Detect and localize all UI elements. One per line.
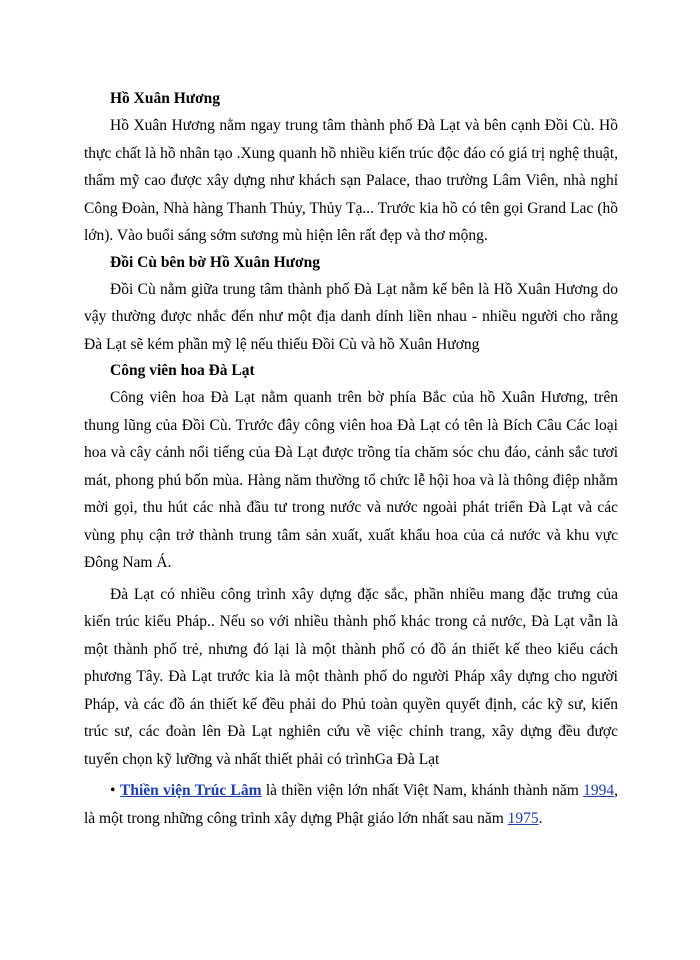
section-body-ho-xuan-huong: Hồ Xuân Hương nằm ngay trung tâm thành phố Đà Lạt và bên cạnh Đồi Cù. Hồ thực chất là hồ nhân tạo .Xung quanh hồ nhiều kiến trúc độc đáo có giá trị nghệ thuật, thẩm mỹ cao được xây dựng như khách sạn Palace, thao trường Lâm Viên, nhà nghỉ Công Đoàn, Nhà hàng Thanh Thủy, Thủy Tạ... Trước kia hồ có tên gọi Grand Lac (hồ lớn). Vào buổi sáng sớm sương mù hiện lên rất đẹp và thơ mộng. xyxy=(84,117,618,244)
bullet-item-truc-lam xyxy=(84,777,618,832)
section-heading-ho-xuan-huong: Hồ Xuân Hương xyxy=(110,90,221,107)
bullet-symbol: • xyxy=(110,782,116,799)
year-1994-link[interactable]: 1994 xyxy=(583,782,615,799)
truc-lam-link[interactable]: Thiền viện Trúc Lâm xyxy=(120,782,262,799)
year-1975-link[interactable]: 1975 xyxy=(507,809,539,827)
section-heading-doi-cu: Đồi Cù bên bờ Hồ Xuân Hương xyxy=(110,253,320,271)
document-page xyxy=(84,86,618,832)
bullet-text-1: là thiền viện lớn nhất Việt Nam, khánh thành năm xyxy=(261,782,584,799)
architecture-paragraph: Đà Lạt có nhiều công trình xây dựng đặc sắc, phần nhiều mang đặc trưng của kiến trúc kiểu Pháp.. Nếu so với nhiều thành phố khác trong cả nước, Đà Lạt vẫn là một thành phố trẻ, nhưng đó lại là một thành phố có đồ án thiết kế theo kiểu cách phương Tây. Đà Lạt trước kia là một thành phố do người Pháp xây dựng cho người Pháp, và các đồ án thiết kế đều phải do Phủ toàn quyền quyết định, các kỹ sư, kiến trúc sư, các đoàn lên Đà Lạt nghiên cứu về việc chỉnh trang, xây dựng đều được tuyển chọn kỹ lưỡng và nhất thiết phải có trìnhGa Đà Lạt xyxy=(84,585,618,768)
section-heading-cong-vien-hoa: Công viên hoa Đà Lạt xyxy=(110,362,255,379)
bullet-text-3: . xyxy=(538,809,543,827)
section-body-doi-cu: Đồi Cù nằm giữa trung tâm thành phố Đà Lạt nằm kế bên là Hồ Xuân Hương do vậy thường được nhắc đến như một địa danh dính liền nhau - nhiều người cho rằng Đà Lạt sẽ kém phần mỹ lệ nếu thiếu Đồi Cù và hồ Xuân Hương xyxy=(84,280,618,353)
section-body-cong-vien-hoa: Công viên hoa Đà Lạt nằm quanh trên bờ phía Bắc của hồ Xuân Hương, trên thung lũng của Đồi Cù. Trước đây công viên hoa Đà Lạt có tên là Bích Câu Các loại hoa và cây cảnh nổi tiếng của Đà Lạt được trồng tỉa chăm sóc chu đáo, cảnh sắc tươi mát, phong phú bốn mùa. Hàng năm thường tổ chức lễ hội hoa và là thông điệp nhằm mời gọi, thu hút các nhà đầu tư trong nước và nước ngoài phát triển Đà Lạt và các vùng phụ cận trở thành trung tâm sản xuất, xuất khẩu hoa của cả nước và khu vực Đông Nam Á. xyxy=(84,389,618,571)
bullet-text-2: , là một trong những công trình xây dựng Phật giáo lớn nhất sau năm xyxy=(84,782,618,827)
